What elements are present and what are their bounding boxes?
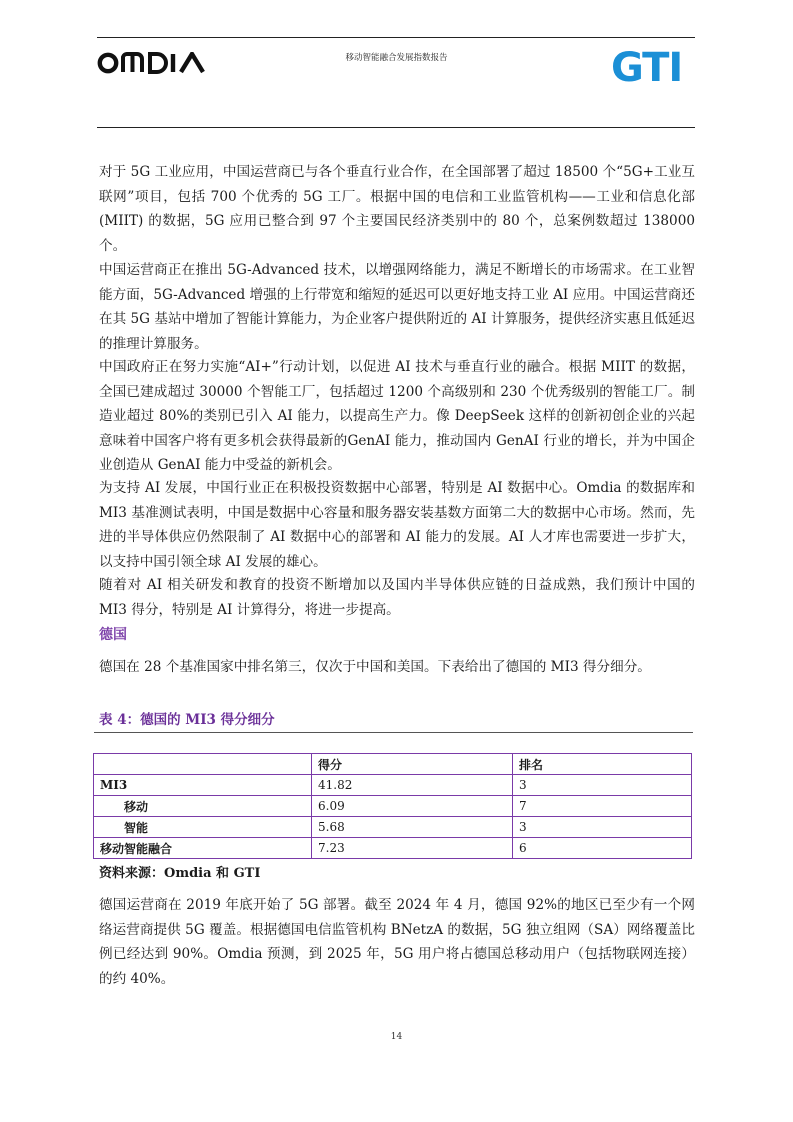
paragraph-outlook: 随着对 AI 相关研发和教育的投资不断增加以及国内半导体供应链的日益成熟，我们预计中国的 MI3 得分，特别是 AI 计算得分，将进一步提高。 [99, 577, 695, 618]
paragraph-5g-industry: 对于 5G 工业应用，中国运营商已与各个垂直行业合作，在全国部署了超过 18500 个“5G+工业互联网”项目，包括 700 个优秀的 5G 工厂。根据中国的电信和工业监管机构——工业和信息化部 (MIIT) 的数据，5G 应用已整合到 97 个主要国民经济类别中的 80 个，总案例数超过 138000 个。 [99, 164, 695, 254]
score-cell: 5.68 [312, 817, 513, 838]
paragraph-5g-advanced: 中国运营商正在推出 5G-Advanced 技术，以增强网络能力，满足不断增长的市场需求。在工业智能方面，5G-Advanced 增强的上行带宽和缩短的延迟可以更好地支持工业 AI 应用。中国运营商还在其 5G 基站中增加了智能计算能力，为企业客户提供附近的 AI 计算服务，提供经济实惠且低延迟的推理计算服务。 [99, 262, 695, 352]
table-header-row [94, 754, 692, 775]
row-label: MI3 [94, 775, 312, 796]
paragraph-data-center: 为支持 AI 发展，中国行业正在积极投资数据中心部署，特别是 AI 数据中心。Omdia 的数据库和 MI3 基准测试表明，中国是数据中心容量和服务器安装基数方面第二大的数据中心市场。然而，先进的半导体供应仍然限制了 AI 数据中心的部署和 AI 能力的发展。AI 人才库也需要进一步扩大，以支持中国引领全球 AI 发展的雄心。 [99, 480, 695, 570]
mi3-score-table [93, 753, 692, 859]
page-number: 14 [390, 1032, 403, 1042]
table-header-cell: 排名 [513, 754, 692, 775]
table-row [94, 775, 692, 796]
paragraph-ai-plus: 中国政府正在努力实施“AI+”行动计划，以促进 AI 技术与垂直行业的融合。根据 MIIT 的数据，全国已建成超过 30000 个智能工厂，包括超过 1200 个高级别和 230 个优秀级别的智能工厂。制造业超过 80%的类别已引入 AI 能力，以提高生产力。像 DeepSeek 这样的创新初创企业的兴起意味着中国客户将有更多机会获得最新的GenAI 能力，推动国内 GenAI 行业的增长，并为中国企业创造从 GenAI 能力中受益的新机会。 [99, 359, 695, 473]
table-source: 资料来源：Omdia 和 GTI [99, 866, 261, 881]
row-label: 移动智能融合 [94, 838, 312, 859]
section-heading-germany: 德国 [99, 627, 127, 643]
gti-logo: GTI [611, 45, 683, 91]
paragraph-germany-rank: 德国在 28 个基准国家中排名第三，仅次于中国和美国。下表给出了德国的 MI3 得分细分。 [99, 659, 651, 675]
header-rule [97, 127, 695, 128]
score-cell: 6.09 [312, 796, 513, 817]
report-title: 移动智能融合发展指数报告 [345, 53, 448, 63]
score-cell: 7.23 [312, 838, 513, 859]
table-row [94, 817, 692, 838]
score-cell: 41.82 [312, 775, 513, 796]
table-caption-rule [94, 732, 693, 733]
rank-cell: 7 [513, 796, 692, 817]
paragraph-germany-5g: 德国运营商在 2019 年底开始了 5G 部署。截至 2024 年 4 月，德国 92%的地区已至少有一个网络运营商提供 5G 覆盖。根据德国电信监管机构 BNetzA 的数据，5G 独立组网（SA）网络覆盖比例已经达到 90%。Omdia 预测，到 2025 年，5G 用户将占德国总移动用户（包括物联网连接）的约 40%。 [99, 897, 695, 987]
rank-cell: 6 [513, 838, 692, 859]
row-label: 智能 [94, 817, 312, 838]
rank-cell: 3 [513, 817, 692, 838]
table-header-cell: 得分 [312, 754, 513, 775]
top-rule [97, 37, 695, 38]
row-label: 移动 [94, 796, 312, 817]
table-row [94, 796, 692, 817]
rank-cell: 3 [513, 775, 692, 796]
table-row [94, 838, 692, 859]
table-header-cell [94, 754, 312, 775]
table-caption: 表 4：德国的 MI3 得分细分 [99, 712, 275, 728]
